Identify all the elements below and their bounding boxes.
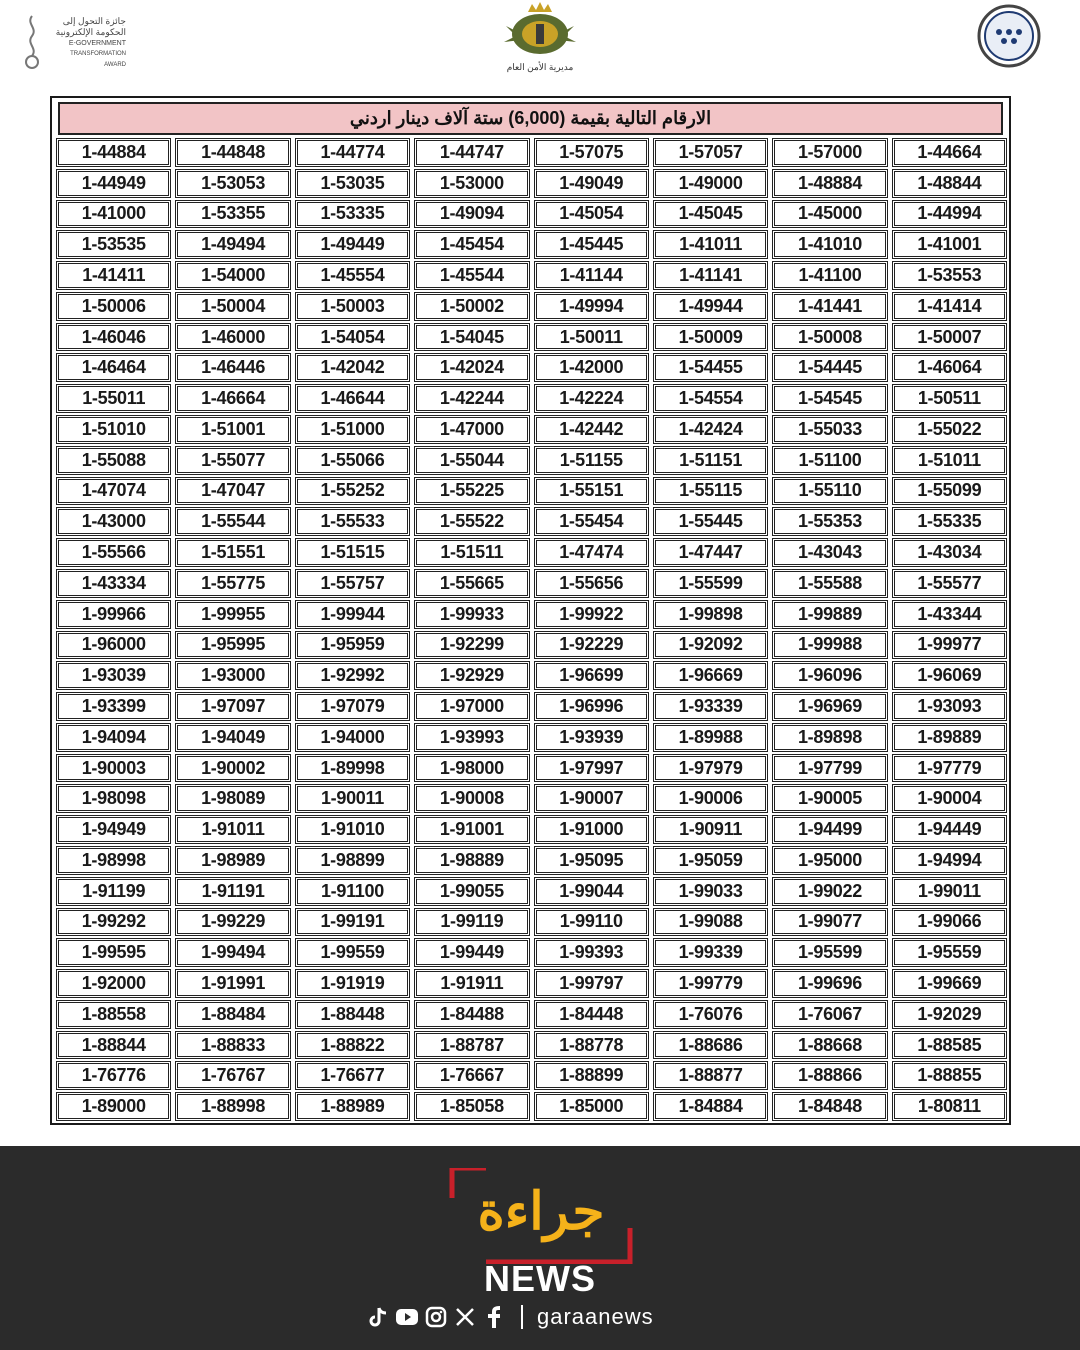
plate-number-cell: 1-53553 [892,261,1007,290]
egov-award-logo [14,8,124,74]
plate-number-cell: 1-51000 [295,415,410,444]
plate-number-cell: 1-45445 [534,230,649,259]
plate-number-cell: 1-99494 [175,938,290,967]
plate-number-cell: 1-99955 [175,600,290,629]
plate-number-cell: 1-54445 [772,353,887,382]
plate-number-cell: 1-57057 [653,138,768,167]
plate-number-cell: 1-89889 [892,723,1007,752]
plate-number-cell: 1-92299 [414,631,529,660]
plate-number-cell: 1-47000 [414,415,529,444]
plate-number-cell: 1-76667 [414,1061,529,1090]
plate-number-cell: 1-88877 [653,1061,768,1090]
plate-number-cell: 1-91911 [414,969,529,998]
plate-number-cell: 1-93039 [56,661,171,690]
plate-number-cell: 1-85058 [414,1092,529,1121]
plate-number-cell: 1-96069 [892,661,1007,690]
plate-number-cell: 1-99088 [653,908,768,937]
plate-number-cell: 1-92092 [653,631,768,660]
plate-number-cell: 1-54045 [414,323,529,352]
plate-number-cell: 1-50006 [56,292,171,321]
plate-number-cell: 1-50011 [534,323,649,352]
plate-number-cell: 1-99119 [414,908,529,937]
plate-number-cell: 1-99393 [534,938,649,967]
social-links [366,1302,706,1332]
plate-number-cell: 1-90004 [892,784,1007,813]
plate-number-cell: 1-53535 [56,230,171,259]
plate-number-cell: 1-43043 [772,538,887,567]
plate-number-cell: 1-41100 [772,261,887,290]
plate-number-cell: 1-91011 [175,815,290,844]
plate-number-cell: 1-99033 [653,877,768,906]
plate-number-cell: 1-41010 [772,230,887,259]
header-logos [0,0,1080,90]
award-text-line: E-GOVERNMENT [68,40,126,47]
plate-number-cell: 1-47474 [534,538,649,567]
plate-number-cell: 1-98089 [175,784,290,813]
plate-number-cell: 1-76776 [56,1061,171,1090]
plate-number-cell: 1-51511 [414,538,529,567]
plate-number-cell: 1-55151 [534,477,649,506]
plate-number-cell: 1-55110 [772,477,887,506]
plate-number-cell: 1-43334 [56,569,171,598]
plate-number-cell: 1-55566 [56,538,171,567]
plate-number-cell: 1-99797 [534,969,649,998]
numbers-grid [56,138,1007,1121]
plate-number-cell: 1-99669 [892,969,1007,998]
plate-number-cell: 1-99977 [892,631,1007,660]
plate-number-cell: 1-48844 [892,169,1007,198]
plate-number-cell: 1-96669 [653,661,768,690]
plate-number-cell: 1-55577 [892,569,1007,598]
plate-number-cell: 1-53000 [414,169,529,198]
plate-number-cell: 1-57000 [772,138,887,167]
plate-number-cell: 1-45554 [295,261,410,290]
plate-number-cell: 1-90011 [295,784,410,813]
plate-number-cell: 1-90007 [534,784,649,813]
plate-number-cell: 1-84848 [772,1092,887,1121]
plate-number-cell: 1-76076 [653,1000,768,1029]
plate-number-cell: 1-95000 [772,846,887,875]
plate-number-cell: 1-88989 [295,1092,410,1121]
plate-number-cell: 1-99696 [772,969,887,998]
plate-number-cell: 1-51551 [175,538,290,567]
plate-number-cell: 1-99966 [56,600,171,629]
plate-number-cell: 1-51151 [653,446,768,475]
plate-number-cell: 1-97000 [414,692,529,721]
plate-number-cell: 1-55656 [534,569,649,598]
plate-number-cell: 1-96096 [772,661,887,690]
plate-number-cell: 1-91000 [534,815,649,844]
plate-number-cell: 1-43344 [892,600,1007,629]
plate-number-cell: 1-99933 [414,600,529,629]
plate-number-cell: 1-89898 [772,723,887,752]
plate-number-cell: 1-46446 [175,353,290,382]
plate-number-cell: 1-44848 [175,138,290,167]
plate-number-cell: 1-41414 [892,292,1007,321]
plate-number-cell: 1-93939 [534,723,649,752]
plate-number-cell: 1-51515 [295,538,410,567]
tiktok-icon[interactable] [366,1305,390,1329]
plate-number-cell: 1-49049 [534,169,649,198]
footer-banner [0,1146,1080,1350]
plate-number-cell: 1-42244 [414,384,529,413]
plate-number-cell: 1-88686 [653,1031,768,1060]
plate-number-cell: 1-41441 [772,292,887,321]
plate-number-cell: 1-88844 [56,1031,171,1060]
plate-number-cell: 1-99229 [175,908,290,937]
plate-number-cell: 1-50004 [175,292,290,321]
plate-number-cell: 1-94949 [56,815,171,844]
plate-number-cell: 1-91919 [295,969,410,998]
plate-number-cell: 1-88484 [175,1000,290,1029]
plate-number-cell: 1-55044 [414,446,529,475]
plate-number-cell: 1-41411 [56,261,171,290]
plate-number-cell: 1-91100 [295,877,410,906]
plate-numbers-table [50,96,1011,1125]
plate-number-cell: 1-99944 [295,600,410,629]
plate-number-cell: 1-84488 [414,1000,529,1029]
plate-number-cell: 1-55599 [653,569,768,598]
plate-number-cell: 1-98098 [56,784,171,813]
plate-number-cell: 1-55445 [653,507,768,536]
plate-number-cell: 1-95599 [772,938,887,967]
plate-number-cell: 1-55252 [295,477,410,506]
plate-number-cell: 1-46464 [56,353,171,382]
plate-number-cell: 1-45454 [414,230,529,259]
plate-number-cell: 1-99191 [295,908,410,937]
plate-number-cell: 1-53355 [175,200,290,229]
plate-number-cell: 1-55544 [175,507,290,536]
plate-number-cell: 1-51011 [892,446,1007,475]
plate-number-cell: 1-91991 [175,969,290,998]
plate-number-cell: 1-93000 [175,661,290,690]
plate-number-cell: 1-96996 [534,692,649,721]
plate-number-cell: 1-46644 [295,384,410,413]
award-text-line: الحكومة الإلكترونية [55,27,126,37]
plate-number-cell: 1-44994 [892,200,1007,229]
plate-number-cell: 1-95559 [892,938,1007,967]
plate-number-cell: 1-99022 [772,877,887,906]
instagram-icon[interactable] [424,1305,448,1329]
plate-number-cell: 1-97979 [653,754,768,783]
brand-arabic-name: جراءة [477,1183,605,1241]
plate-number-cell: 1-55335 [892,507,1007,536]
plate-number-cell: 1-99339 [653,938,768,967]
plate-number-cell: 1-93993 [414,723,529,752]
plate-number-cell: 1-97779 [892,754,1007,783]
plate-number-cell: 1-44774 [295,138,410,167]
plate-number-cell: 1-85000 [534,1092,649,1121]
plate-number-cell: 1-98000 [414,754,529,783]
plate-number-cell: 1-91199 [56,877,171,906]
plate-number-cell: 1-99595 [56,938,171,967]
plate-number-cell: 1-89988 [653,723,768,752]
plate-number-cell: 1-95959 [295,631,410,660]
plate-number-cell: 1-97079 [295,692,410,721]
plate-number-cell: 1-94994 [892,846,1007,875]
plate-number-cell: 1-45054 [534,200,649,229]
plate-number-cell: 1-55022 [892,415,1007,444]
plate-number-cell: 1-88448 [295,1000,410,1029]
plate-number-cell: 1-45045 [653,200,768,229]
plate-number-cell: 1-55099 [892,477,1007,506]
plate-number-cell: 1-92229 [534,631,649,660]
plate-number-cell: 1-41001 [892,230,1007,259]
plate-number-cell: 1-49094 [414,200,529,229]
plate-number-cell: 1-92929 [414,661,529,690]
plate-number-cell: 1-99779 [653,969,768,998]
plate-number-cell: 1-99292 [56,908,171,937]
plate-number-cell: 1-99011 [892,877,1007,906]
round-seal-icon [966,4,1052,68]
plate-number-cell: 1-88833 [175,1031,290,1060]
garaa-brand-logo [446,1168,636,1264]
facebook-icon[interactable] [482,1305,506,1329]
plate-number-cell: 1-99077 [772,908,887,937]
plate-number-cell: 1-54455 [653,353,768,382]
plate-number-cell: 1-99044 [534,877,649,906]
plate-number-cell: 1-55454 [534,507,649,536]
plate-number-cell: 1-90005 [772,784,887,813]
plate-number-cell: 1-55353 [772,507,887,536]
plate-number-cell: 1-49944 [653,292,768,321]
plate-number-cell: 1-55066 [295,446,410,475]
plate-number-cell: 1-47047 [175,477,290,506]
plate-number-cell: 1-90911 [653,815,768,844]
plate-number-cell: 1-99889 [772,600,887,629]
plate-number-cell: 1-43000 [56,507,171,536]
plate-number-cell: 1-97097 [175,692,290,721]
plate-number-cell: 1-84884 [653,1092,768,1121]
award-text-line: جائزة التحول إلى [62,16,126,26]
plate-number-cell: 1-96969 [772,692,887,721]
plate-number-cell: 1-55033 [772,415,887,444]
plate-number-cell: 1-99066 [892,908,1007,937]
divider [521,1305,523,1329]
plate-number-cell: 1-99988 [772,631,887,660]
plate-number-cell: 1-96000 [56,631,171,660]
plate-number-cell: 1-94049 [175,723,290,752]
plate-number-cell: 1-99449 [414,938,529,967]
youtube-icon[interactable] [395,1305,419,1329]
plate-number-cell: 1-55665 [414,569,529,598]
table-title: الارقام التالية بقيمة (6,000) ستة آلاف دينار اردني [58,102,1003,135]
plate-number-cell: 1-92992 [295,661,410,690]
plate-number-cell: 1-89998 [295,754,410,783]
plate-number-cell: 1-96699 [534,661,649,690]
plate-number-cell: 1-99055 [414,877,529,906]
plate-number-cell: 1-42424 [653,415,768,444]
plate-number-cell: 1-88668 [772,1031,887,1060]
plate-number-cell: 1-99898 [653,600,768,629]
plate-number-cell: 1-49449 [295,230,410,259]
plate-number-cell: 1-55225 [414,477,529,506]
plate-number-cell: 1-97997 [534,754,649,783]
plate-number-cell: 1-55011 [56,384,171,413]
x-icon[interactable] [453,1305,477,1329]
plate-number-cell: 1-55115 [653,477,768,506]
plate-number-cell: 1-45544 [414,261,529,290]
plate-number-cell: 1-44747 [414,138,529,167]
social-handle[interactable]: garaanews [537,1304,654,1329]
plate-number-cell: 1-50007 [892,323,1007,352]
plate-number-cell: 1-90006 [653,784,768,813]
plate-number-cell: 1-50008 [772,323,887,352]
plate-number-cell: 1-97799 [772,754,887,783]
plate-number-cell: 1-44884 [56,138,171,167]
plate-number-cell: 1-55533 [295,507,410,536]
plate-number-cell: 1-46064 [892,353,1007,382]
plate-number-cell: 1-88998 [175,1092,290,1121]
plate-number-cell: 1-42042 [295,353,410,382]
plate-number-cell: 1-90003 [56,754,171,783]
plate-number-cell: 1-76067 [772,1000,887,1029]
plate-number-cell: 1-54554 [653,384,768,413]
plate-number-cell: 1-93093 [892,692,1007,721]
plate-number-cell: 1-91001 [414,815,529,844]
plate-number-cell: 1-42000 [534,353,649,382]
plate-number-cell: 1-48884 [772,169,887,198]
plate-number-cell: 1-95095 [534,846,649,875]
plate-number-cell: 1-47447 [653,538,768,567]
plate-number-cell: 1-50009 [653,323,768,352]
plate-number-cell: 1-95995 [175,631,290,660]
plate-number-cell: 1-88899 [534,1061,649,1090]
plate-number-cell: 1-46000 [175,323,290,352]
plate-number-cell: 1-84448 [534,1000,649,1029]
plate-number-cell: 1-99922 [534,600,649,629]
plate-number-cell: 1-54545 [772,384,887,413]
plate-number-cell: 1-54054 [295,323,410,352]
plate-number-cell: 1-51155 [534,446,649,475]
plate-number-cell: 1-76767 [175,1061,290,1090]
plate-number-cell: 1-99559 [295,938,410,967]
plate-number-cell: 1-90008 [414,784,529,813]
plate-number-cell: 1-98989 [175,846,290,875]
seal-logo [966,4,1052,68]
plate-number-cell: 1-88585 [892,1031,1007,1060]
plate-number-cell: 1-41144 [534,261,649,290]
plate-number-cell: 1-99110 [534,908,649,937]
plate-number-cell: 1-55522 [414,507,529,536]
plate-number-cell: 1-92000 [56,969,171,998]
crown-eagle-emblem-icon [492,2,588,62]
plate-number-cell: 1-94449 [892,815,1007,844]
plate-number-cell: 1-47074 [56,477,171,506]
plate-number-cell: 1-92029 [892,1000,1007,1029]
plate-number-cell: 1-80811 [892,1092,1007,1121]
plate-number-cell: 1-94000 [295,723,410,752]
plate-number-cell: 1-43034 [892,538,1007,567]
plate-number-cell: 1-42224 [534,384,649,413]
plate-number-cell: 1-41000 [56,200,171,229]
plate-number-cell: 1-88822 [295,1031,410,1060]
plate-number-cell: 1-93339 [653,692,768,721]
plate-number-cell: 1-42442 [534,415,649,444]
plate-number-cell: 1-53035 [295,169,410,198]
plate-number-cell: 1-49994 [534,292,649,321]
public-security-logo [492,2,588,80]
plate-number-cell: 1-41141 [653,261,768,290]
plate-number-cell: 1-41011 [653,230,768,259]
plate-number-cell: 1-46664 [175,384,290,413]
plate-number-cell: 1-55757 [295,569,410,598]
plate-number-cell: 1-55588 [772,569,887,598]
plate-number-cell: 1-53053 [175,169,290,198]
plate-number-cell: 1-50511 [892,384,1007,413]
plate-number-cell: 1-91010 [295,815,410,844]
plate-number-cell: 1-45000 [772,200,887,229]
plate-number-cell: 1-88778 [534,1031,649,1060]
plate-number-cell: 1-50002 [414,292,529,321]
plate-number-cell: 1-44664 [892,138,1007,167]
award-emblem-icon [20,14,44,70]
plate-number-cell: 1-94094 [56,723,171,752]
plate-number-cell: 1-88787 [414,1031,529,1060]
plate-number-cell: 1-91191 [175,877,290,906]
plate-number-cell: 1-51010 [56,415,171,444]
plate-number-cell: 1-55088 [56,446,171,475]
plate-number-cell: 1-57075 [534,138,649,167]
plate-number-cell: 1-95059 [653,846,768,875]
plate-number-cell: 1-76677 [295,1061,410,1090]
plate-number-cell: 1-44949 [56,169,171,198]
award-text-line: TRANSFORMATION AWARD [70,51,126,68]
plate-number-cell: 1-42024 [414,353,529,382]
brand-news-label: NEWS [484,1258,596,1299]
plate-number-cell: 1-49000 [653,169,768,198]
plate-number-cell: 1-46046 [56,323,171,352]
plate-number-cell: 1-98899 [295,846,410,875]
plate-number-cell: 1-51001 [175,415,290,444]
plate-number-cell: 1-98889 [414,846,529,875]
plate-number-cell: 1-88855 [892,1061,1007,1090]
plate-number-cell: 1-53335 [295,200,410,229]
plate-number-cell: 1-55775 [175,569,290,598]
plate-number-cell: 1-51100 [772,446,887,475]
plate-number-cell: 1-88558 [56,1000,171,1029]
plate-number-cell: 1-49494 [175,230,290,259]
plate-number-cell: 1-94499 [772,815,887,844]
plate-number-cell: 1-90002 [175,754,290,783]
plate-number-cell: 1-98998 [56,846,171,875]
plate-number-cell: 1-88866 [772,1061,887,1090]
plate-number-cell: 1-93399 [56,692,171,721]
public-security-label: مديرية الأمن العام [506,62,574,72]
plate-number-cell: 1-55077 [175,446,290,475]
plate-number-cell: 1-50003 [295,292,410,321]
plate-number-cell: 1-54000 [175,261,290,290]
plate-number-cell: 1-89000 [56,1092,171,1121]
